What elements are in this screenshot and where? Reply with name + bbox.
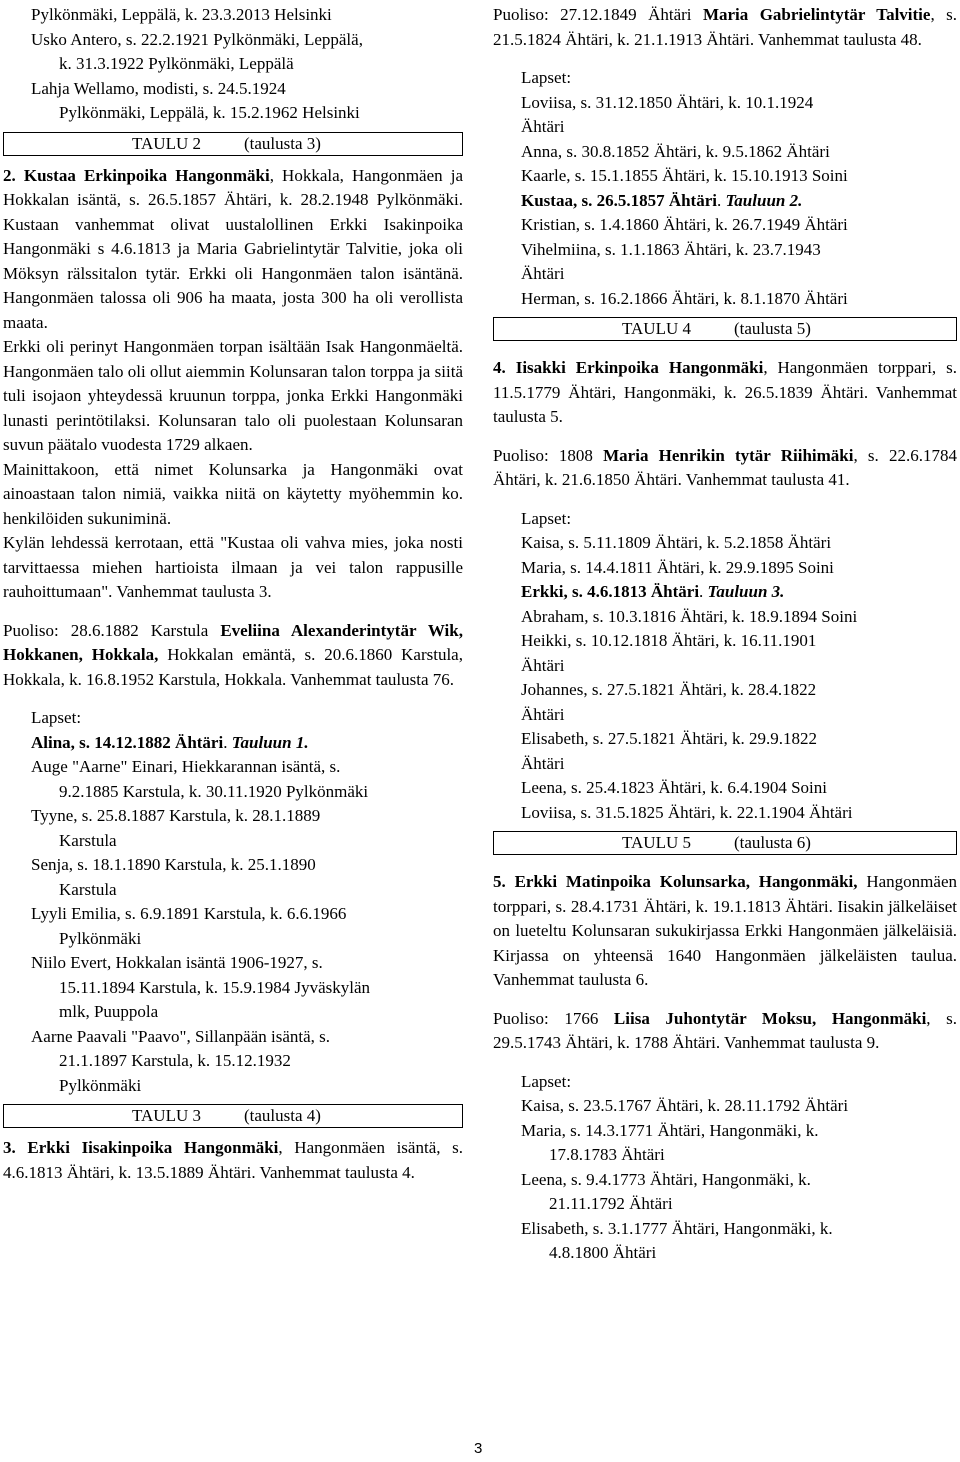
child-line: Ähtäri (521, 655, 565, 675)
child-line: Loviisa, s. 31.5.1825 Ähtäri, k. 22.1.1904 Ähtäri (521, 802, 853, 822)
entry-3-text: 3. Erkki Iisakinpoika Hangonmäki, Hangonmäen isäntä, s. 4.6.1813 Ähtäri, k. 13.5.1889 Ähtäri. Vanhemmat taulusta 4. (3, 1138, 463, 1182)
child-line: Loviisa, s. 31.12.1850 Ähtäri, k. 10.1.1924 (521, 92, 814, 112)
table-label: TAULU 2 (132, 133, 201, 153)
left-column (3, 3, 463, 1185)
table-ref: (taulusta 5) (734, 319, 811, 338)
child-line: Anna, s. 30.8.1852 Ähtäri, k. 9.5.1862 Ähtäri (521, 141, 830, 161)
spouse-text: Puoliso: 28.6.1882 Karstula Eveliina Alexanderintytär Wik, Hokkanen, Hokkala, Hokkalan emäntä, s. 20.6.1860 Karstula, Hokkala, k. 16.8.1952 Karstula, Hokkala. Vanhemmat taulusta 76. (3, 620, 463, 689)
child-line: 17.8.1783 Ähtäri (549, 1145, 665, 1164)
child-line: 21.11.1792 Ähtäri (549, 1194, 673, 1213)
continued-child-line: Usko Antero, s. 22.2.1921 Pylkönmäki, Leppälä, (31, 29, 363, 49)
child-line: 15.11.1894 Karstula, k. 15.9.1984 Jyväskylän (59, 977, 371, 997)
child-line: Kaarle, s. 15.1.1855 Ähtäri, k. 15.10.1913 Soini (521, 166, 848, 185)
child-line: Elisabeth, s. 3.1.1777 Ähtäri, Hangonmäki, k. (521, 1218, 833, 1238)
child-line: Pylkönmäki (59, 928, 142, 948)
child-line: Lyyli Emilia, s. 6.9.1891 Karstula, k. 6.6.1966 (31, 904, 347, 923)
paragraph: Erkki oli perinyt Hangonmäen torpan isältään Isak Hangonmäeltä. Hangonmäen talo oli ollut aiemmin Kolunsaran talon torppa ja siitä tuli isojaon yhteydessä kruunun torppa, jonka Erkki Hangonmäki lunasti perintötilaksi. Kolunsaran talo oli puolestaan Kolunsaran suvun päätalo vuodesta 1729 alkaen. (3, 337, 463, 454)
child-line: Erkki, s. 4.6.1813 Ähtäri. Tauluun 3. (521, 582, 785, 601)
continued-child-line: Pylkönmäki, Leppälä, k. 15.2.1962 Helsinki (59, 103, 360, 122)
child-line: Leena, s. 25.4.1823 Ähtäri, k. 6.4.1904 Soini (521, 778, 827, 797)
spouse-text: Puoliso: 1808 Maria Henrikin tytär Riihimäki, s. 22.6.1784 Ähtäri, k. 21.6.1850 Ähtäri. Vanhemmat taulusta 41. (493, 445, 957, 489)
child-line: Ähtäri (521, 753, 565, 773)
page-number: 3 (474, 1440, 483, 1457)
entry-5-name: Erkki Matinpoika Kolunsarka, Hangonmäki, (514, 872, 858, 891)
entry-3-name: Erkki Iisakinpoika Hangonmäki (27, 1138, 279, 1157)
child-line: Elisabeth, s. 27.5.1821 Ähtäri, k. 29.9.1822 (521, 729, 818, 748)
table-ref: (taulusta 3) (244, 133, 321, 153)
continued-child-line: Lahja Wellamo, modisti, s. 24.5.1924 (31, 78, 286, 98)
child-line: Maria, s. 14.3.1771 Ähtäri, Hangonmäki, k. (521, 1120, 819, 1140)
child-line: Pylkönmäki (59, 1075, 142, 1095)
spouse-name: Maria Gabrielintytär Talvitie (702, 5, 931, 24)
child-line: Karstula (59, 879, 117, 899)
table-header-3 (3, 1104, 463, 1128)
spouse-text: Puoliso: 1766 Liisa Juhontytär Moksu, Hangonmäki, s. 29.5.1743 Ähtäri, k. 1788 Ähtäri. Vanhemmat taulusta 9. (493, 1008, 957, 1052)
child-line: 21.1.1897 Karstula, k. 15.12.1932 (59, 1051, 291, 1070)
child-line: Vihelmiina, s. 1.1.1863 Ähtäri, k. 23.7.1943 (521, 239, 821, 259)
child-line: Ähtäri (521, 117, 565, 136)
child-line: Alina, s. 14.12.1882 Ähtäri. Tauluun 1. (31, 732, 309, 752)
spouse-name: Liisa Juhontytär Moksu, Hangonmäki (613, 1008, 927, 1028)
entry-2-name: Kustaa Erkinpoika Hangonmäki (23, 165, 270, 185)
child-line: Tyyne, s. 25.8.1887 Karstula, k. 28.1.1889 (31, 806, 321, 825)
entry-4-text: 4. Iisakki Erkinpoika Hangonmäki, Hangonmäen torppari, s. 11.5.1779 Ähtäri, Hangonmäki, k. 26.5.1839 Ähtäri. Vanhemmat taulusta 5. (493, 358, 957, 426)
children-heading: Lapset: (31, 708, 82, 727)
table-ref: (taulusta 4) (244, 1106, 321, 1125)
child-line: Niilo Evert, Hokkalan isäntä 1906-1927, s. (31, 953, 323, 972)
table-header-2 (3, 132, 463, 156)
child-line: Abraham, s. 10.3.1816 Ähtäri, k. 18.9.1894 Soini (521, 606, 858, 626)
spouse-name: Maria Henrikin tytär Riihimäki (603, 445, 854, 465)
child-line: Ähtäri (521, 704, 565, 724)
entry-2-text: 2. Kustaa Erkinpoika Hangonmäki, Hokkala, Hangonmäen ja Hokkalan isäntä, s. 26.5.1857 Ähtäri, k. 28.2.1948 Pylkönmäki. Kustaan vanhemmat olivat uustalollinen Erkki Isakinpoika Hangonmäki s 4.6.1813 ja Maria Gabrielintytär Talvitie, joka oli Möksyn rälssitalon tytär. Erkki oli Hangonmäen talon isäntänä. Hangonmäen talossa oli 906 ha maata, josta 300 ha oli verollista maata. (3, 165, 464, 332)
table-header-5 (493, 831, 957, 855)
child-line: 9.2.1885 Karstula, k. 30.11.1920 Pylkönmäki (59, 781, 369, 801)
child-line: 4.8.1800 Ähtäri (549, 1243, 657, 1262)
child-line: Aarne Paavali "Paavo", Sillanpään isäntä, s. (31, 1026, 331, 1046)
entry-4-name: Iisakki Erkinpoika Hangonmäki (515, 358, 764, 377)
child-line: Senja, s. 18.1.1890 Karstula, k. 25.1.1890 (31, 855, 316, 874)
entry-5-text: 5. Erkki Matinpoika Kolunsarka, Hangonmäki, Hangonmäen torppari, s. 28.4.1731 Ähtäri, k. 19.1.1813 Ähtäri. Iisakin jälkeläiset on lueteltu Kolunsaran sukukirjassa Erkki Hangonmäen jälkeläisiä. Kirjassa on yhteensä 1640 Hangonmäen jälkeläisten taulua. Vanhemmat taulusta 6. (493, 872, 957, 989)
child-line: Herman, s. 16.2.1866 Ähtäri, k. 8.1.1870 Ähtäri (521, 288, 848, 308)
child-line: Kristian, s. 1.4.1860 Ähtäri, k. 26.7.1949 Ähtäri (521, 215, 848, 234)
children-heading: Lapset: (521, 68, 572, 87)
children-heading: Lapset: (521, 508, 572, 528)
paragraph: Kylän lehdessä kerrotaan, että "Kustaa oli vahva mies, joka nosti tarvittaessa miehen hartioista ilmaan ja vei talon rappusille rauhoittumaan". Vanhemmat taulusta 3. (3, 533, 463, 601)
table-label: TAULU 5 (622, 833, 691, 852)
child-line: Leena, s. 9.4.1773 Ähtäri, Hangonmäki, k. (521, 1169, 811, 1189)
continued-child-line: Pylkönmäki, Leppälä, k. 23.3.2013 Helsinki (31, 5, 332, 24)
child-line: Auge "Aarne" Einari, Hiekkarannan isäntä, s. (31, 757, 341, 776)
child-line: Ähtäri (521, 264, 565, 283)
paragraph: Mainittakoon, että nimet Kolunsarka ja Hangonmäki ovat ainoastaan talon nimiä, vaikka niitä on käytetty myöhemmin ko. henkilöiden sukuniminä. (3, 459, 463, 528)
table-label: TAULU 4 (622, 319, 691, 338)
table-ref: (taulusta 6) (734, 833, 811, 852)
child-line: mlk, Puuppola (59, 1002, 159, 1021)
spouse-name: Eveliina Alexanderintytär Wik, Hokkanen, Hokkala, (3, 620, 463, 664)
child-line: Karstula (59, 830, 117, 850)
child-line: Heikki, s. 10.12.1818 Ähtäri, k. 16.11.1901 (521, 631, 817, 650)
child-line: Kustaa, s. 26.5.1857 Ähtäri. Tauluun 2. (521, 190, 803, 210)
child-line: Maria, s. 14.4.1811 Ähtäri, k. 29.9.1895 Soini (521, 557, 834, 577)
table-label: TAULU 3 (132, 1106, 201, 1125)
child-line: Johannes, s. 27.5.1821 Ähtäri, k. 28.4.1822 (521, 680, 817, 699)
children-heading: Lapset: (521, 1071, 572, 1091)
table-header-4 (493, 317, 957, 341)
continued-child-line: k. 31.3.1922 Pylkönmäki, Leppälä (59, 54, 294, 73)
spouse-text: Puoliso: 27.12.1849 Ähtäri Maria Gabrielintytär Talvitie, s. 21.5.1824 Ähtäri, k. 21.1.1913 Ähtäri. Vanhemmat taulusta 48. (493, 5, 957, 49)
right-column (493, 3, 957, 1266)
child-line: Kaisa, s. 23.5.1767 Ähtäri, k. 28.11.1792 Ähtäri (521, 1096, 849, 1115)
child-line: Kaisa, s. 5.11.1809 Ähtäri, k. 5.2.1858 Ähtäri (521, 533, 832, 552)
